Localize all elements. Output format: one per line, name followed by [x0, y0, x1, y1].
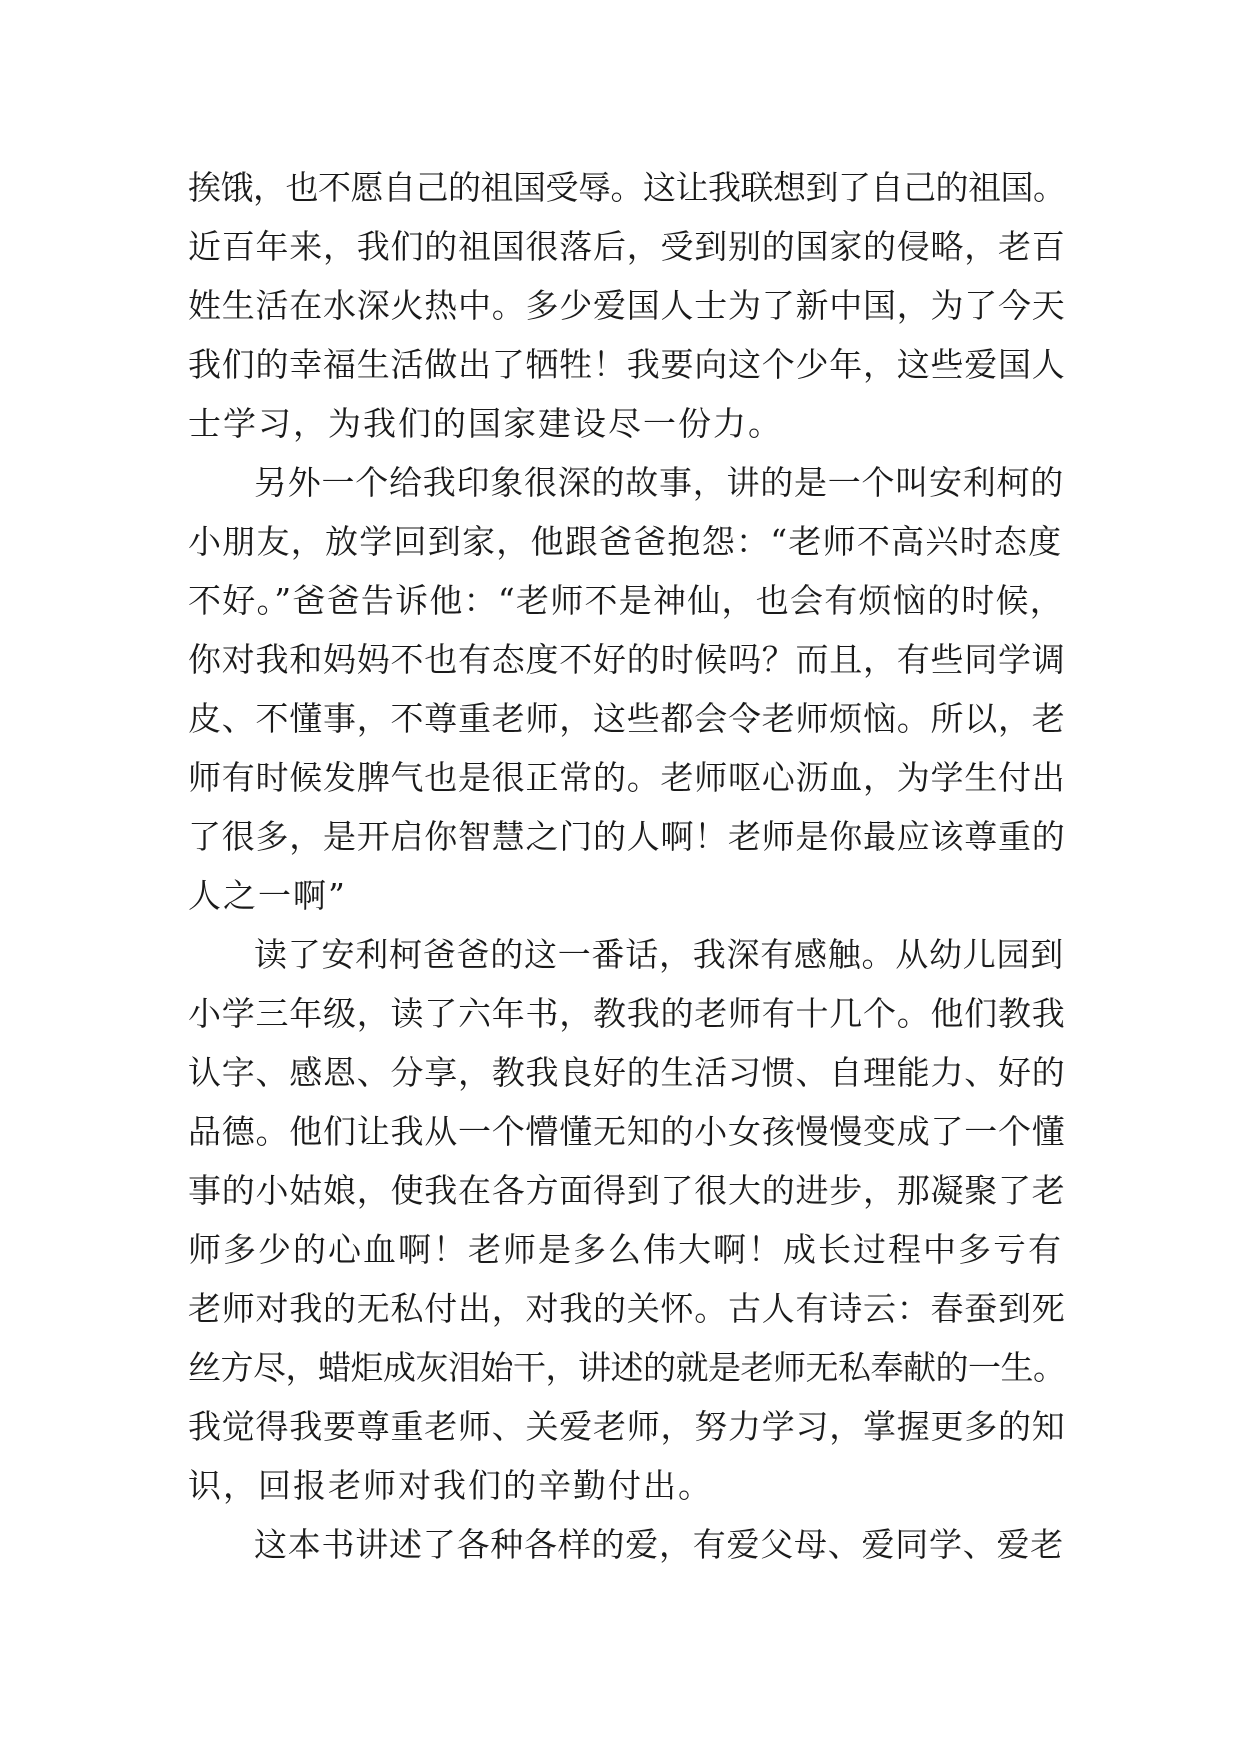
text-line: 丝方尽，蜡炬成灰泪始干，讲述的就是老师无私奉献的一生。	[188, 1348, 1066, 1387]
text-line: 挨饿，也不愿自己的祖国受辱。这让我联想到了自己的祖国。	[188, 168, 1066, 207]
text-line: 近百年来，我们的祖国很落后，受到别的国家的侵略，老百	[188, 227, 1066, 266]
paragraph-first-line: 这本书讲述了各种各样的爱，有爱父母、爱同学、爱老	[254, 1525, 1064, 1564]
text-line: 小学三年级，读了六年书，教我的老师有十几个。他们教我	[188, 994, 1066, 1033]
text-line: 小朋友，放学回到家，他跟爸爸抱怨：“老师不高兴时态度	[188, 522, 1063, 561]
text-line: 识，回报老师对我们的辛勤付出。	[188, 1466, 713, 1505]
text-line: 师有时候发脾气也是很正常的。老师呕心沥血，为学生付出	[188, 758, 1066, 797]
text-line: 士学习，为我们的国家建设尽一份力。	[188, 404, 783, 443]
body-text	[188, 158, 1068, 1574]
paragraph-first-line: 另外一个给我印象很深的故事，讲的是一个叫安利柯的	[254, 463, 1064, 502]
text-line: 皮、不懂事，不尊重老师，这些都会令老师烦恼。所以，老	[188, 699, 1066, 738]
text-line: 师多少的心血啊！老师是多么伟大啊！成长过程中多亏有	[188, 1230, 1063, 1269]
text-line: 事的小姑娘，使我在各方面得到了很大的进步，那凝聚了老	[188, 1171, 1066, 1210]
paragraph-first-line: 读了安利柯爸爸的这一番话，我深有感触。从幼儿园到	[254, 935, 1064, 974]
text-line: 不好。”爸爸告诉他：“老师不是神仙，也会有烦恼的时候，	[188, 581, 1064, 620]
text-line: 我觉得我要尊重老师、关爱老师，努力学习，掌握更多的知	[188, 1407, 1066, 1446]
text-line: 人之一啊”	[188, 876, 347, 915]
text-line: 老师对我的无私付出，对我的关怀。古人有诗云：春蚕到死	[188, 1289, 1066, 1328]
text-line: 认字、感恩、分享，教我良好的生活习惯、自理能力、好的	[188, 1053, 1066, 1092]
text-line: 了很多，是开启你智慧之门的人啊！老师是你最应该尊重的	[188, 817, 1066, 856]
text-line: 姓生活在水深火热中。多少爱国人士为了新中国，为了今天	[188, 286, 1066, 325]
text-line: 你对我和妈妈不也有态度不好的时候吗？而且，有些同学调	[188, 640, 1066, 679]
text-line: 品德。他们让我从一个懵懂无知的小女孩慢慢变成了一个懂	[188, 1112, 1066, 1151]
text-line: 我们的幸福生活做出了牺牲！我要向这个少年，这些爱国人	[188, 345, 1066, 384]
